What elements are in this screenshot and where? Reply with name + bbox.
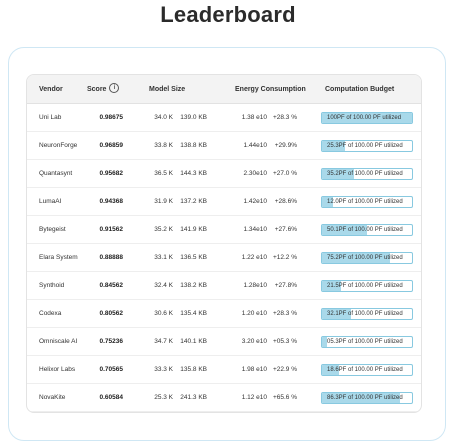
- model-size-bytes: 135.8 KB: [180, 366, 207, 373]
- score-value: 0.91562: [99, 226, 123, 233]
- energy-delta: +05.3 %: [272, 338, 297, 345]
- score-value: 0.98675: [99, 114, 123, 121]
- column-header-model-size: Model Size: [149, 86, 186, 93]
- column-header-energy: Energy Consumption: [235, 86, 306, 93]
- energy-value: 1.12 e10: [241, 394, 267, 401]
- computation-budget-bar: [321, 364, 413, 376]
- table-row[interactable]: [27, 328, 421, 356]
- column-header-budget: Computation Budget: [325, 86, 395, 93]
- model-size-params: 36.5 K: [154, 170, 173, 177]
- energy-delta: +27.6%: [274, 226, 297, 233]
- score-value: 0.70565: [99, 366, 123, 373]
- vendor-name: Synthoid: [39, 282, 65, 289]
- page-title: Leaderboard: [160, 2, 296, 27]
- budget-label: 18.6PF of 100.00 PF utilized: [327, 367, 403, 373]
- energy-value: 2.30e10: [243, 170, 267, 177]
- score-value: 0.75236: [99, 338, 123, 345]
- score-value: 0.88888: [99, 254, 123, 261]
- table-row[interactable]: [27, 104, 421, 132]
- computation-budget-bar: [321, 280, 413, 292]
- budget-label: 12.0PF of 100.00 PF utilized: [327, 199, 403, 205]
- energy-value: 1.98 e10: [241, 366, 267, 373]
- vendor-name: Elara System: [39, 254, 78, 261]
- model-size-bytes: 136.5 KB: [180, 254, 207, 261]
- model-size-bytes: 140.1 KB: [180, 338, 207, 345]
- model-size-params: 32.4 K: [154, 282, 173, 289]
- computation-budget-bar: [321, 308, 413, 320]
- vendor-name: NovaKite: [39, 394, 66, 401]
- budget-label: 05.3PF of 100.00 PF utilized: [327, 339, 403, 345]
- computation-budget-bar: [321, 140, 413, 152]
- table-row[interactable]: [27, 244, 421, 272]
- budget-label: 21.5PF of 100.00 PF utilized: [327, 283, 403, 289]
- model-size-bytes: 138.2 KB: [180, 282, 207, 289]
- score-value: 0.84562: [99, 282, 123, 289]
- computation-budget-bar: [321, 168, 413, 180]
- budget-label: 75.2PF of 100.00 PF utilized: [327, 255, 403, 261]
- energy-value: 1.20 e10: [241, 310, 267, 317]
- vendor-name: Uni Lab: [39, 114, 62, 121]
- column-header-score-label: Score: [87, 86, 107, 93]
- leaderboard-table: [26, 74, 422, 413]
- budget-label: 50.1PF of 100.00 PF utilized: [327, 227, 403, 233]
- model-size-params: 31.9 K: [154, 198, 173, 205]
- score-value: 0.60584: [99, 394, 123, 401]
- computation-budget-bar: [321, 196, 413, 208]
- vendor-name: Bytegeist: [39, 226, 66, 233]
- model-size-bytes: 144.3 KB: [180, 170, 207, 177]
- computation-budget-bar: [321, 224, 413, 236]
- vendor-name: NeuronForge: [39, 142, 78, 149]
- score-value: 0.95682: [99, 170, 123, 177]
- table-row[interactable]: [27, 132, 421, 160]
- energy-delta: +12.2 %: [272, 254, 297, 261]
- vendor-name: Helixor Labs: [39, 366, 76, 373]
- energy-value: 1.38 e10: [241, 114, 267, 121]
- vendor-name: Quantasynt: [39, 170, 73, 177]
- energy-value: 1.28e10: [243, 282, 267, 289]
- budget-label: 100PF of 100.00 PF utilized: [327, 115, 402, 121]
- budget-label: 86.3PF of 100.00 PF utilized: [327, 395, 403, 401]
- vendor-name: Omniscale AI: [39, 338, 78, 345]
- budget-label: 25.3PF of 100.00 PF utilized: [327, 143, 403, 149]
- computation-budget-bar: [321, 252, 413, 264]
- energy-delta: +65.6 %: [272, 394, 297, 401]
- budget-label: 32.1PF of 100.00 PF utilized: [327, 311, 403, 317]
- energy-value: 1.22 e10: [241, 254, 267, 261]
- model-size-bytes: 135.4 KB: [180, 310, 207, 317]
- model-size-bytes: 241.3 KB: [180, 394, 207, 401]
- computation-budget-bar: [321, 336, 413, 348]
- model-size-bytes: 139.0 KB: [180, 114, 207, 121]
- energy-delta: +27.8%: [274, 282, 297, 289]
- model-size-params: 33.1 K: [154, 254, 173, 261]
- model-size-params: 33.8 K: [154, 142, 173, 149]
- table-row[interactable]: [27, 272, 421, 300]
- model-size-bytes: 137.2 KB: [180, 198, 207, 205]
- energy-value: 1.44e10: [243, 142, 267, 149]
- table-row[interactable]: [27, 384, 421, 412]
- energy-delta: +28.6%: [274, 198, 297, 205]
- computation-budget-bar: [321, 392, 413, 404]
- model-size-params: 34.7 K: [154, 338, 173, 345]
- energy-value: 1.34e10: [243, 226, 267, 233]
- energy-delta: +27.0 %: [272, 170, 297, 177]
- column-header-score: [87, 75, 119, 104]
- model-size-params: 35.2 K: [154, 226, 173, 233]
- budget-label: 35.2PF of 100.00 PF utilized: [327, 171, 403, 177]
- table-row[interactable]: [27, 356, 421, 384]
- table-row[interactable]: [27, 300, 421, 328]
- model-size-params: 34.0 K: [154, 114, 173, 121]
- score-value: 0.94368: [99, 198, 123, 205]
- table-row[interactable]: [27, 160, 421, 188]
- model-size-bytes: 141.9 KB: [180, 226, 207, 233]
- model-size-params: 30.6 K: [154, 310, 173, 317]
- energy-delta: +22.9 %: [272, 366, 297, 373]
- score-value: 0.96859: [99, 142, 123, 149]
- energy-value: 3.20 e10: [241, 338, 267, 345]
- model-size-params: 25.3 K: [154, 394, 173, 401]
- energy-value: 1.42e10: [243, 198, 267, 205]
- table-header: [27, 75, 421, 104]
- model-size-bytes: 138.8 KB: [180, 142, 207, 149]
- computation-budget-bar: [321, 112, 413, 124]
- energy-delta: +28.3 %: [272, 310, 297, 317]
- table-row[interactable]: [27, 188, 421, 216]
- score-value: 0.80562: [99, 310, 123, 317]
- vendor-name: Codexa: [39, 310, 62, 317]
- energy-delta: +28.3 %: [272, 114, 297, 121]
- column-header-vendor: Vendor: [39, 86, 63, 93]
- table-row[interactable]: [27, 216, 421, 244]
- info-icon[interactable]: i: [109, 83, 119, 93]
- vendor-name: LumaAI: [39, 198, 62, 205]
- model-size-params: 33.3 K: [154, 366, 173, 373]
- energy-delta: +29.9%: [274, 142, 297, 149]
